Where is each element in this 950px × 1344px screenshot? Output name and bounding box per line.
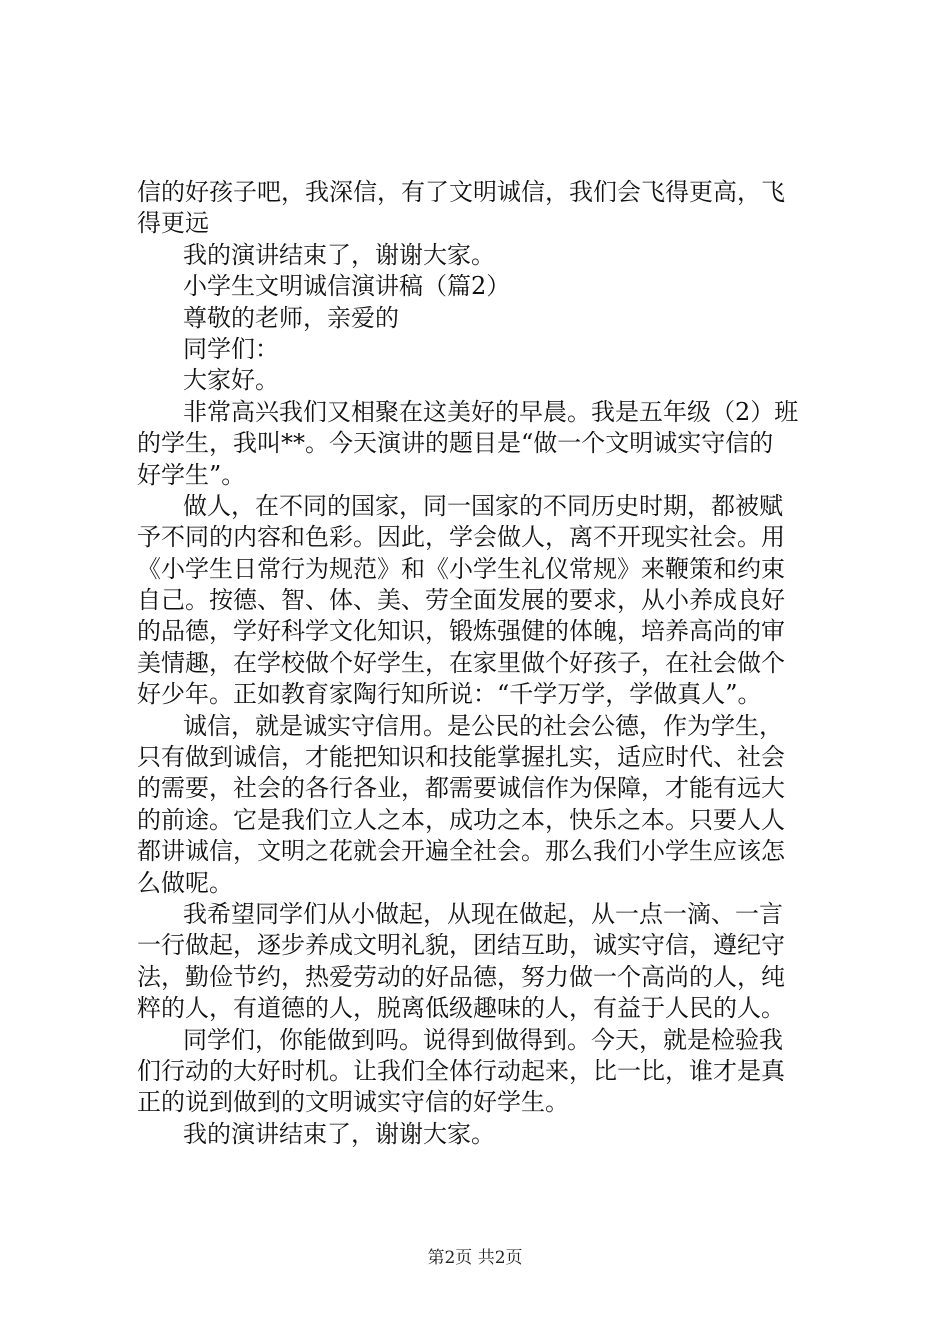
text-line: 《小学生日常行为规范》和《小学生礼仪常规》来鞭策和约束 (137, 554, 785, 583)
text-line: 做人，在不同的国家，同一国家的不同历史时期，都被赋 (183, 491, 783, 520)
text-line: 同学们，你能做到吗。说得到做得到。今天，就是检验我 (183, 1025, 783, 1054)
page-number-footer: 第2页 共2页 (427, 1248, 523, 1268)
greeting-line: 大家好。 (183, 366, 279, 395)
salutation-line: 尊敬的老师，亲爱的 (183, 303, 399, 332)
text-line: 非常高兴我们又相聚在这美好的早晨。我是五年级（2）班 (183, 397, 799, 426)
text-line: 予不同的内容和色彩。因此，学会做人，离不开现实社会。用 (137, 523, 785, 552)
text-line: 的品德，学好科学文化知识，锻炼强健的体魄，培养高尚的审 (137, 617, 785, 646)
text-line: 我的演讲结束了，谢谢大家。 (183, 1119, 495, 1148)
text-line: 得更远 (137, 209, 209, 238)
text-line: 诚信，就是诚实守信用。是公民的社会公德，作为学生， (183, 711, 783, 740)
text-line: 的学生，我叫**。今天演讲的题目是“做一个文明诚实守信的 (137, 429, 774, 458)
text-line: 们行动的大好时机。让我们全体行动起来，比一比，谁才是真 (137, 1056, 785, 1085)
text-line: 我希望同学们从小做起，从现在做起，从一点一滴、一言 (183, 899, 783, 928)
text-line: 我的演讲结束了，谢谢大家。 (183, 240, 495, 269)
text-line: 信的好孩子吧，我深信，有了文明诚信，我们会飞得更高，飞 (137, 178, 785, 206)
text-line: 粹的人，有道德的人，脱离低级趣味的人，有益于人民的人。 (137, 994, 785, 1023)
text-line: 的前途。它是我们立人之本，成功之本，快乐之本。只要人人 (137, 805, 785, 834)
text-line: 法，勤俭节约，热爱劳动的好品德，努力做一个高尚的人，纯 (137, 962, 785, 991)
section-heading: 小学生文明诚信演讲稿（篇2） (183, 272, 511, 301)
text-line: 只有做到诚信，才能把知识和技能掌握扎实，适应时代、社会 (137, 743, 785, 772)
text-line: 正的说到做到的文明诚实守信的好学生。 (137, 1088, 569, 1117)
text-line: 美情趣，在学校做个好学生，在家里做个好孩子，在社会做个 (137, 648, 785, 677)
text-line: 都讲诚信，文明之花就会开遍全社会。那么我们小学生应该怎 (137, 837, 785, 866)
document-body (137, 177, 832, 1150)
text-line: 一行做起，逐步养成文明礼貌，团结互助，诚实守信，遵纪守 (137, 931, 785, 960)
salutation-line: 同学们： (183, 334, 279, 363)
text-line: 的需要，社会的各行各业，都需要诚信作为保障，才能有远大 (137, 774, 785, 803)
text-line: 自己。按德、智、体、美、劳全面发展的要求，从小养成良好 (137, 586, 785, 615)
text-line: 么做呢。 (137, 868, 233, 897)
text-line: 好学生”。 (137, 460, 246, 489)
text-line: 好少年。正如教育家陶行知所说：“千学万学，学做真人”。 (137, 680, 762, 709)
